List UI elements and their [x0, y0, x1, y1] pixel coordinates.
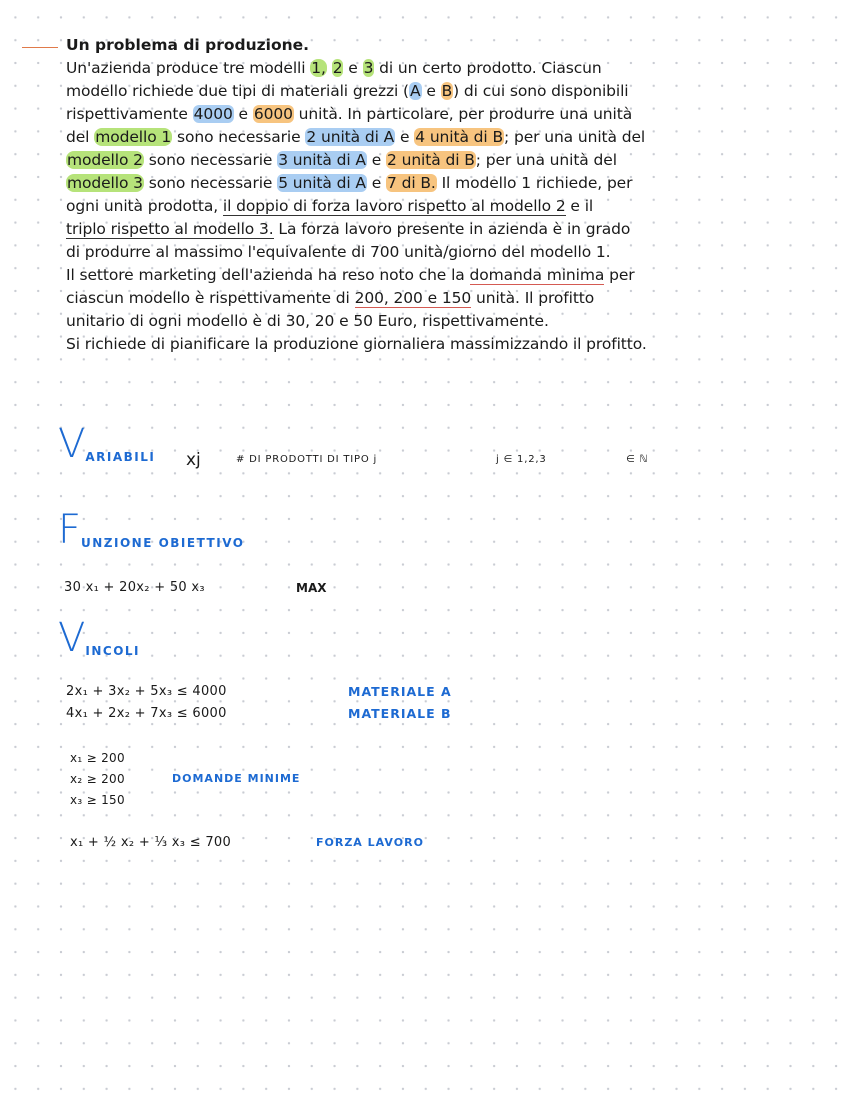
text-run: sono necessarie	[172, 128, 306, 146]
marked-text: domanda minima	[469, 266, 605, 284]
problem-line	[66, 264, 656, 287]
text-run: Il modello 1 richiede, per	[436, 174, 633, 192]
marked-text: 6000	[253, 105, 293, 123]
marked-text: modello 2	[67, 151, 143, 169]
heading-rule	[22, 47, 58, 48]
problem-title: Un problema di produzione.	[66, 36, 310, 54]
section-variabili-initial: V	[58, 421, 86, 467]
problem-line	[66, 333, 656, 356]
marked-text: il doppio di forza lavoro rispetto al modello 2	[222, 197, 566, 215]
text-run: ; per una unità del	[475, 151, 617, 169]
text-run: ciascun modello è rispettivamente di	[66, 289, 355, 307]
text-run: e	[343, 59, 363, 77]
section-variabili	[58, 421, 156, 467]
constraint-material-a-label: MATERIALE A	[348, 684, 452, 699]
section-funzione-label: UNZIONE OBIETTIVO	[81, 536, 245, 550]
variable-symbol: xj	[186, 450, 201, 470]
text-run: di produrre al massimo l'equivalente di 700 unità/giorno del modello 1.	[66, 243, 611, 261]
text-run: e	[366, 174, 387, 192]
constraint-demand-3: x₃ ≥ 150	[70, 793, 125, 807]
text-run: Un'azienda produce tre modelli	[66, 59, 311, 77]
text-run: sono necessarie	[143, 174, 278, 192]
variable-domain: j ∈ 1,2,3	[496, 454, 547, 465]
text-run: ; per una unità del	[504, 128, 646, 146]
problem-text	[66, 57, 656, 356]
problem-line	[66, 241, 656, 264]
marked-text: 3	[363, 59, 374, 77]
text-run: rispettivamente	[66, 105, 193, 123]
marked-text: modello 3	[67, 174, 143, 192]
variable-set: ∈ ℕ	[626, 454, 649, 465]
marked-text: 4 unità di B	[415, 128, 503, 146]
problem-line	[66, 149, 656, 172]
marked-text: 1,	[311, 59, 326, 77]
problem-line	[66, 218, 656, 241]
problem-line	[66, 126, 656, 149]
problem-line	[66, 57, 656, 80]
section-vincoli-initial: V	[58, 615, 86, 661]
marked-text: B	[441, 82, 453, 100]
problem-line	[66, 310, 656, 333]
problem-statement	[66, 34, 656, 356]
text-run: ) di cui sono disponibili	[453, 82, 629, 100]
problem-line	[66, 103, 656, 126]
marked-text: 2	[332, 59, 343, 77]
text-run	[327, 59, 332, 77]
text-run: Si richiede di pianificare la produzione giornaliera massimizzando il profitto.	[66, 335, 647, 353]
text-run: unità. In particolare, per produrre una unità	[293, 105, 633, 123]
text-run: sono necessarie	[143, 151, 278, 169]
text-run: Il settore marketing dell'azienda ha reso noto che la	[66, 266, 470, 284]
objective-sense: MAX	[296, 581, 327, 595]
text-run: e	[233, 105, 253, 123]
constraint-material-b: 4x₁ + 2x₂ + 7x₃ ≤ 6000	[66, 706, 227, 721]
constraint-demand-1: x₁ ≥ 200	[70, 751, 125, 765]
text-run: La forza lavoro presente in azienda è in grado	[273, 220, 631, 238]
text-run: di un certo prodotto. Ciascun	[374, 59, 602, 77]
objective-expression: 30 x₁ + 20x₂ + 50 x₃	[64, 580, 205, 595]
problem-line	[66, 80, 656, 103]
problem-line	[66, 287, 656, 310]
marked-text: triplo rispetto al modello 3.	[66, 220, 274, 238]
text-run: modello richiede due tipi di materiali grezzi (	[66, 82, 409, 100]
text-run: unitario di ogni modello è di 30, 20 e 50 Euro, rispettivamente.	[66, 312, 549, 330]
labor-label: FORZA LAVORO	[316, 836, 424, 849]
section-funzione-obiettivo	[58, 507, 245, 553]
text-run: ogni unità prodotta,	[66, 197, 223, 215]
marked-text: 7 di B.	[387, 174, 436, 192]
marked-text: modello 1	[95, 128, 172, 146]
variable-description: # DI PRODOTTI DI TIPO j	[236, 454, 378, 465]
constraint-demand-2: x₂ ≥ 200	[70, 772, 125, 786]
marked-text: 2 unità di B	[387, 151, 475, 169]
text-run: e	[395, 128, 415, 146]
problem-line	[66, 172, 656, 195]
section-funzione-initial: F	[58, 507, 82, 553]
text-run: del	[66, 128, 95, 146]
text-run: e il	[565, 197, 594, 215]
section-vincoli-label: INCOLI	[85, 644, 141, 658]
marked-text: 4000	[193, 105, 233, 123]
marked-text: 200, 200 e 150	[354, 289, 472, 307]
marked-text: A	[410, 82, 421, 100]
marked-text: 3 unità di A	[278, 151, 366, 169]
constraint-labor: x₁ + ½ x₂ + ⅓ x₃ ≤ 700	[70, 835, 232, 850]
demand-label: DOMANDE MINIME	[172, 772, 301, 785]
text-run: e	[421, 82, 441, 100]
text-run: e	[366, 151, 387, 169]
problem-line	[66, 195, 656, 218]
text-run: per	[604, 266, 635, 284]
section-vincoli	[58, 615, 141, 661]
constraint-material-a: 2x₁ + 3x₂ + 5x₃ ≤ 4000	[66, 684, 227, 699]
text-run: unità. Il profitto	[471, 289, 595, 307]
marked-text: 5 unità di A	[278, 174, 366, 192]
constraint-material-b-label: MATERIALE B	[348, 706, 452, 721]
section-variabili-label: ARIABILI	[85, 450, 156, 464]
marked-text: 2 unità di A	[306, 128, 395, 146]
